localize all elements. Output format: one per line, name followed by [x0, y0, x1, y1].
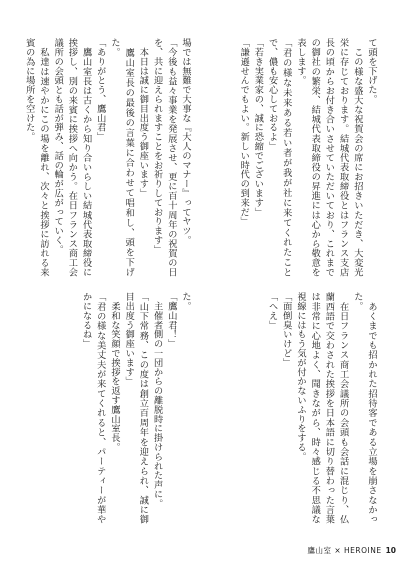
page-footer [262, 545, 396, 557]
page-number: 10 [385, 546, 396, 555]
text-column-upper-left: 場では無難で大事な『大人のマナー』ってヤツ。 「今後も益々事業を発展させ、更に百十周年の祝賀の日を、共に迎えられますことをお祈りしております」 本日は誠に御目出度う御座います」 鷹山室長の最後の言葉に合わせて唱和し、頭を下げた。 「ありがとう、鷹山君」 鷹山室長は古くから知り合いらしい結城代表取締役に挨拶し、別の来賓に挨拶へ向かう。在日フランス商工会議所の会頭とも話が弾み、話の輪が広がっていく。 私達は速やかにこの場を離れ、次々と挨拶に訪れる来賓の為に場所を空けた。 [23, 38, 191, 277]
text-column-upper-right: て頭を下げた。 この様な盛大な祝賀会の席にお招きいただき、大変光栄に存じております。結城代表取締役とはフランス支店長の頃からお付き合いさせていただいており、これまでの御社の繁栄、結城代表取締役の昇進には心から敬意を表します。 「君の様な未来ある若い者が我が社に来てくれたことで、儂も安心しておるよ」 「若き実業家の、誠に恐縮でございます」 「謙遜せんでもよい。新しい時代の到来だ」 [238, 38, 377, 277]
text-column-lower-left: た。 「鷹山君！」 主催者側の一団からの離脱時に掛けられた声に。 「山下常務、この度は創立百周年を迎えられ、誠に御目出度う御座います」 柔和な笑顔で挨拶を返す鷹山室長。 「君の様な美丈夫が来てくれると、パーティーが華やかになるね」 [80, 292, 191, 524]
series-title: 鷹山室 × HEROINE [307, 546, 382, 555]
text-column-lower-right: あくまでも招かれた招待客である立場を崩さなかった。 在日フランス商工会議所の会頭も会話に混じり、仏蘭西語で交わされた挨拶を日本語に切り替わった言葉は非常に心地よく、聞きながら、時々感じる不思議な視線にはもう気が付かないふりをする。 「面倒臭いけど」 「へえ」 [266, 292, 377, 524]
